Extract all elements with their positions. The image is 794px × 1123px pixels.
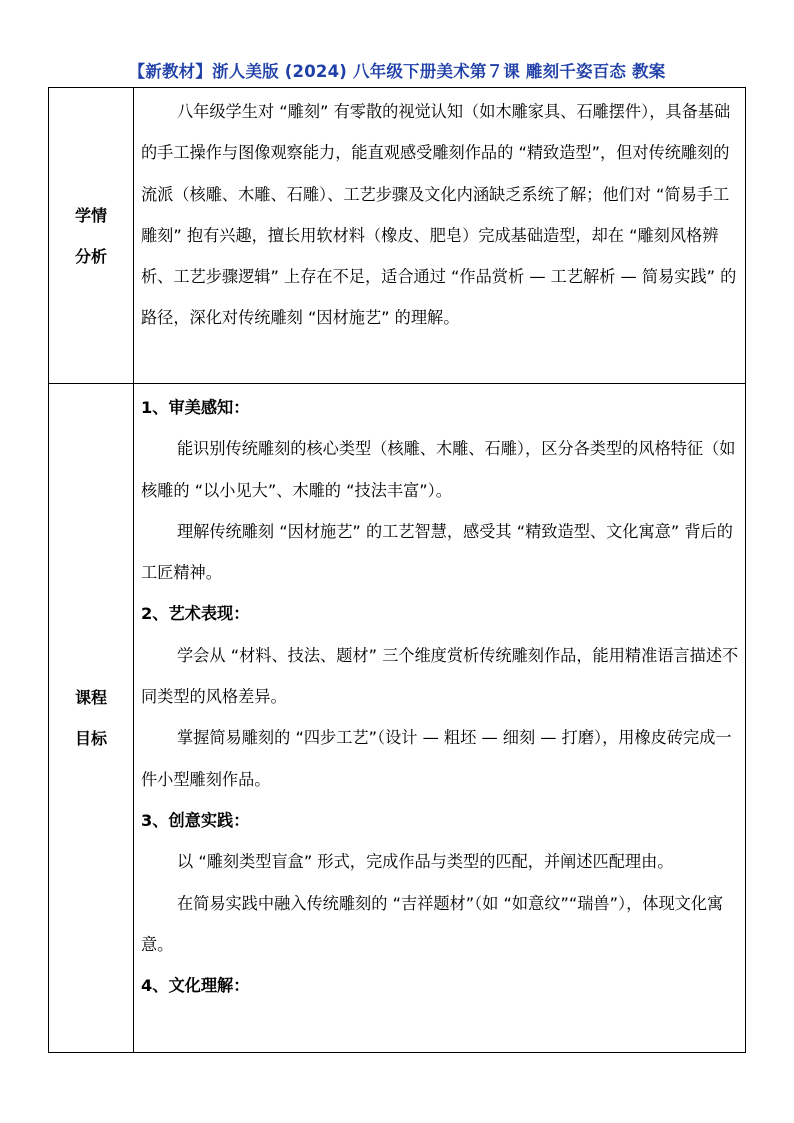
paragraph: 理解传统雕刻 “因材施艺” 的工艺智慧，感受其 “精致造型、文化寓意” 背后的工匠精神。 <box>141 521 733 583</box>
row-label-line: 课程 <box>74 688 107 707</box>
section-heading: 1、审美感知： <box>141 398 250 417</box>
section-heading: 2、艺术表现： <box>141 604 250 624</box>
lesson-plan-table <box>48 87 746 1053</box>
table-row-student-analysis <box>49 88 746 384</box>
paragraph: 以 “雕刻类型盲盒” 形式，完成作品与类型的匹配，并阐述匹配理由。 <box>177 852 674 872</box>
paragraph: 八年级学生对 “雕刻” 有零散的视觉认知（如木雕家具、石雕摆件），具备基础的手工操作与图像观察能力，能直观感受雕刻作品的 “精致造型”，但对传统雕刻的流派（核雕、木雕、石雕）、工艺步骤及文化内涵缺乏系统了解；他们对 “简易手工雕刻” 抱有兴趣，擅长用软材料（橡皮、肥皂）完成基础造型，却在 “雕刻风格辨析、工艺步骤逻辑” 上存在不足，适合通过 “作品赏析 — 工艺解析 — 简易实践” 的路径，深化对传统雕刻 “因材施艺” 的理解。 <box>141 102 737 328</box>
paragraph: 在简易实践中融入传统雕刻的 “吉祥题材”（如 “如意纹”“瑞兽”），体现文化寓意。 <box>141 893 724 954</box>
row-label-line: 学情 <box>74 205 107 225</box>
course-goals-content <box>134 384 746 1053</box>
section-heading: 3、创意实践： <box>141 810 250 830</box>
paragraph: 掌握简易雕刻的 “四步工艺”（设计 — 粗坯 — 细刻 — 打磨），用橡皮砖完成一件小型雕刻作品。 <box>141 728 732 789</box>
paragraph: 学会从 “材料、技法、题材” 三个维度赏析传统雕刻作品，能用精准语言描述不同类型的风格差异。 <box>141 645 739 707</box>
section-heading: 4、文化理解： <box>141 976 250 996</box>
row-label-line: 分析 <box>74 246 107 266</box>
student-analysis-content <box>134 88 746 384</box>
table-row-course-goals <box>49 384 746 1053</box>
paragraph: 能识别传统雕刻的核心类型（核雕、木雕、石雕），区分各类型的风格特征（如核雕的 “以小见大”、木雕的 “技法丰富”）。 <box>141 439 736 500</box>
row-label-student-analysis <box>49 88 134 384</box>
row-label-line: 目标 <box>74 729 107 748</box>
row-label-course-goals <box>49 384 134 1053</box>
document-title: 【新教材】浙人美版 (2024) 八年级下册美术第７课 雕刻千姿百态 教案 <box>128 62 666 81</box>
